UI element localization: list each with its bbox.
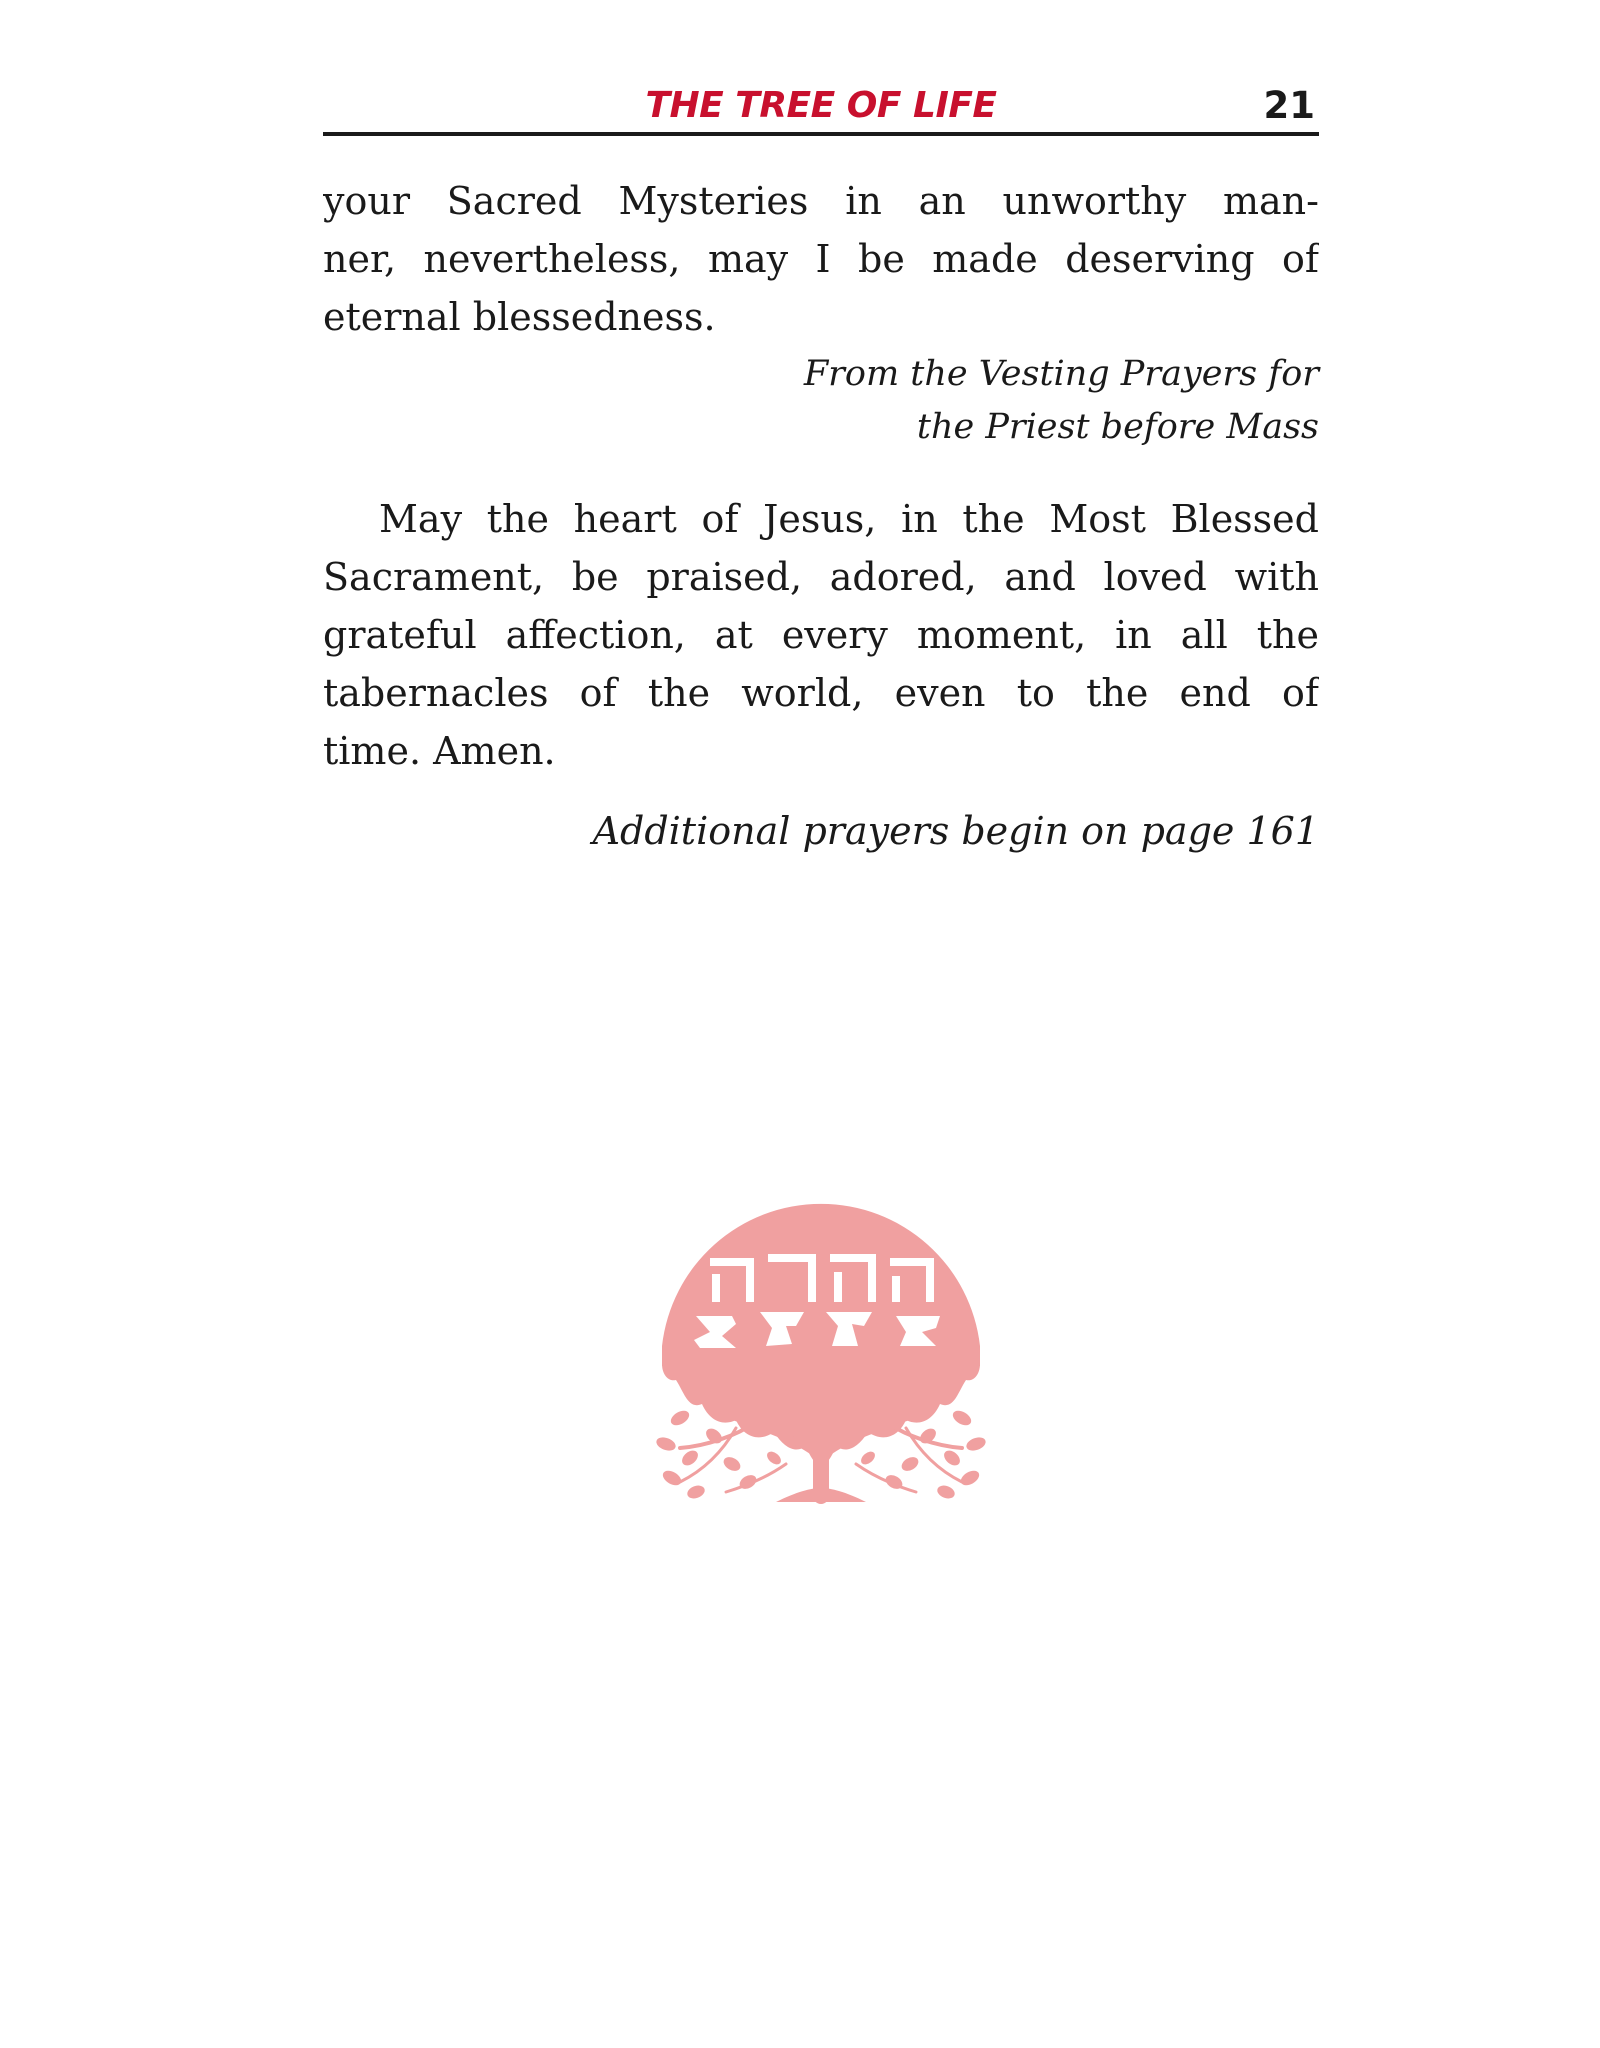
attribution-line: the Priest before Mass	[916, 407, 1319, 447]
attribution-line: From the Vesting Prayers for	[803, 354, 1319, 394]
paragraph-line: ner, nevertheless, may I be made deserving of	[323, 237, 1319, 281]
paragraph-line: your Sacred Mysteries in an unworthy man-	[323, 179, 1319, 223]
paragraph-line: grateful affection, at every moment, in all the	[323, 613, 1319, 657]
running-head	[323, 80, 1319, 136]
paragraph-line: May the heart of Jesus, in the Most Blessed	[379, 497, 1319, 541]
paragraph-line: Sacrament, be praised, adored, and loved with	[323, 555, 1319, 599]
tree-of-life-emblem-icon	[636, 1196, 1006, 1516]
paragraph-continued	[323, 172, 1319, 346]
additional-prayers-note: Additional prayers begin on page 161	[592, 809, 1319, 853]
running-title: THE TREE OF LIFE	[645, 85, 997, 126]
attribution	[323, 348, 1319, 454]
prayer-paragraph	[323, 490, 1319, 780]
paragraph-line: eternal blessedness.	[323, 295, 716, 339]
page-number: 21	[1263, 84, 1315, 127]
paragraph-line: time. Amen.	[323, 729, 556, 773]
paragraph-line: tabernacles of the world, even to the end of	[323, 671, 1319, 715]
